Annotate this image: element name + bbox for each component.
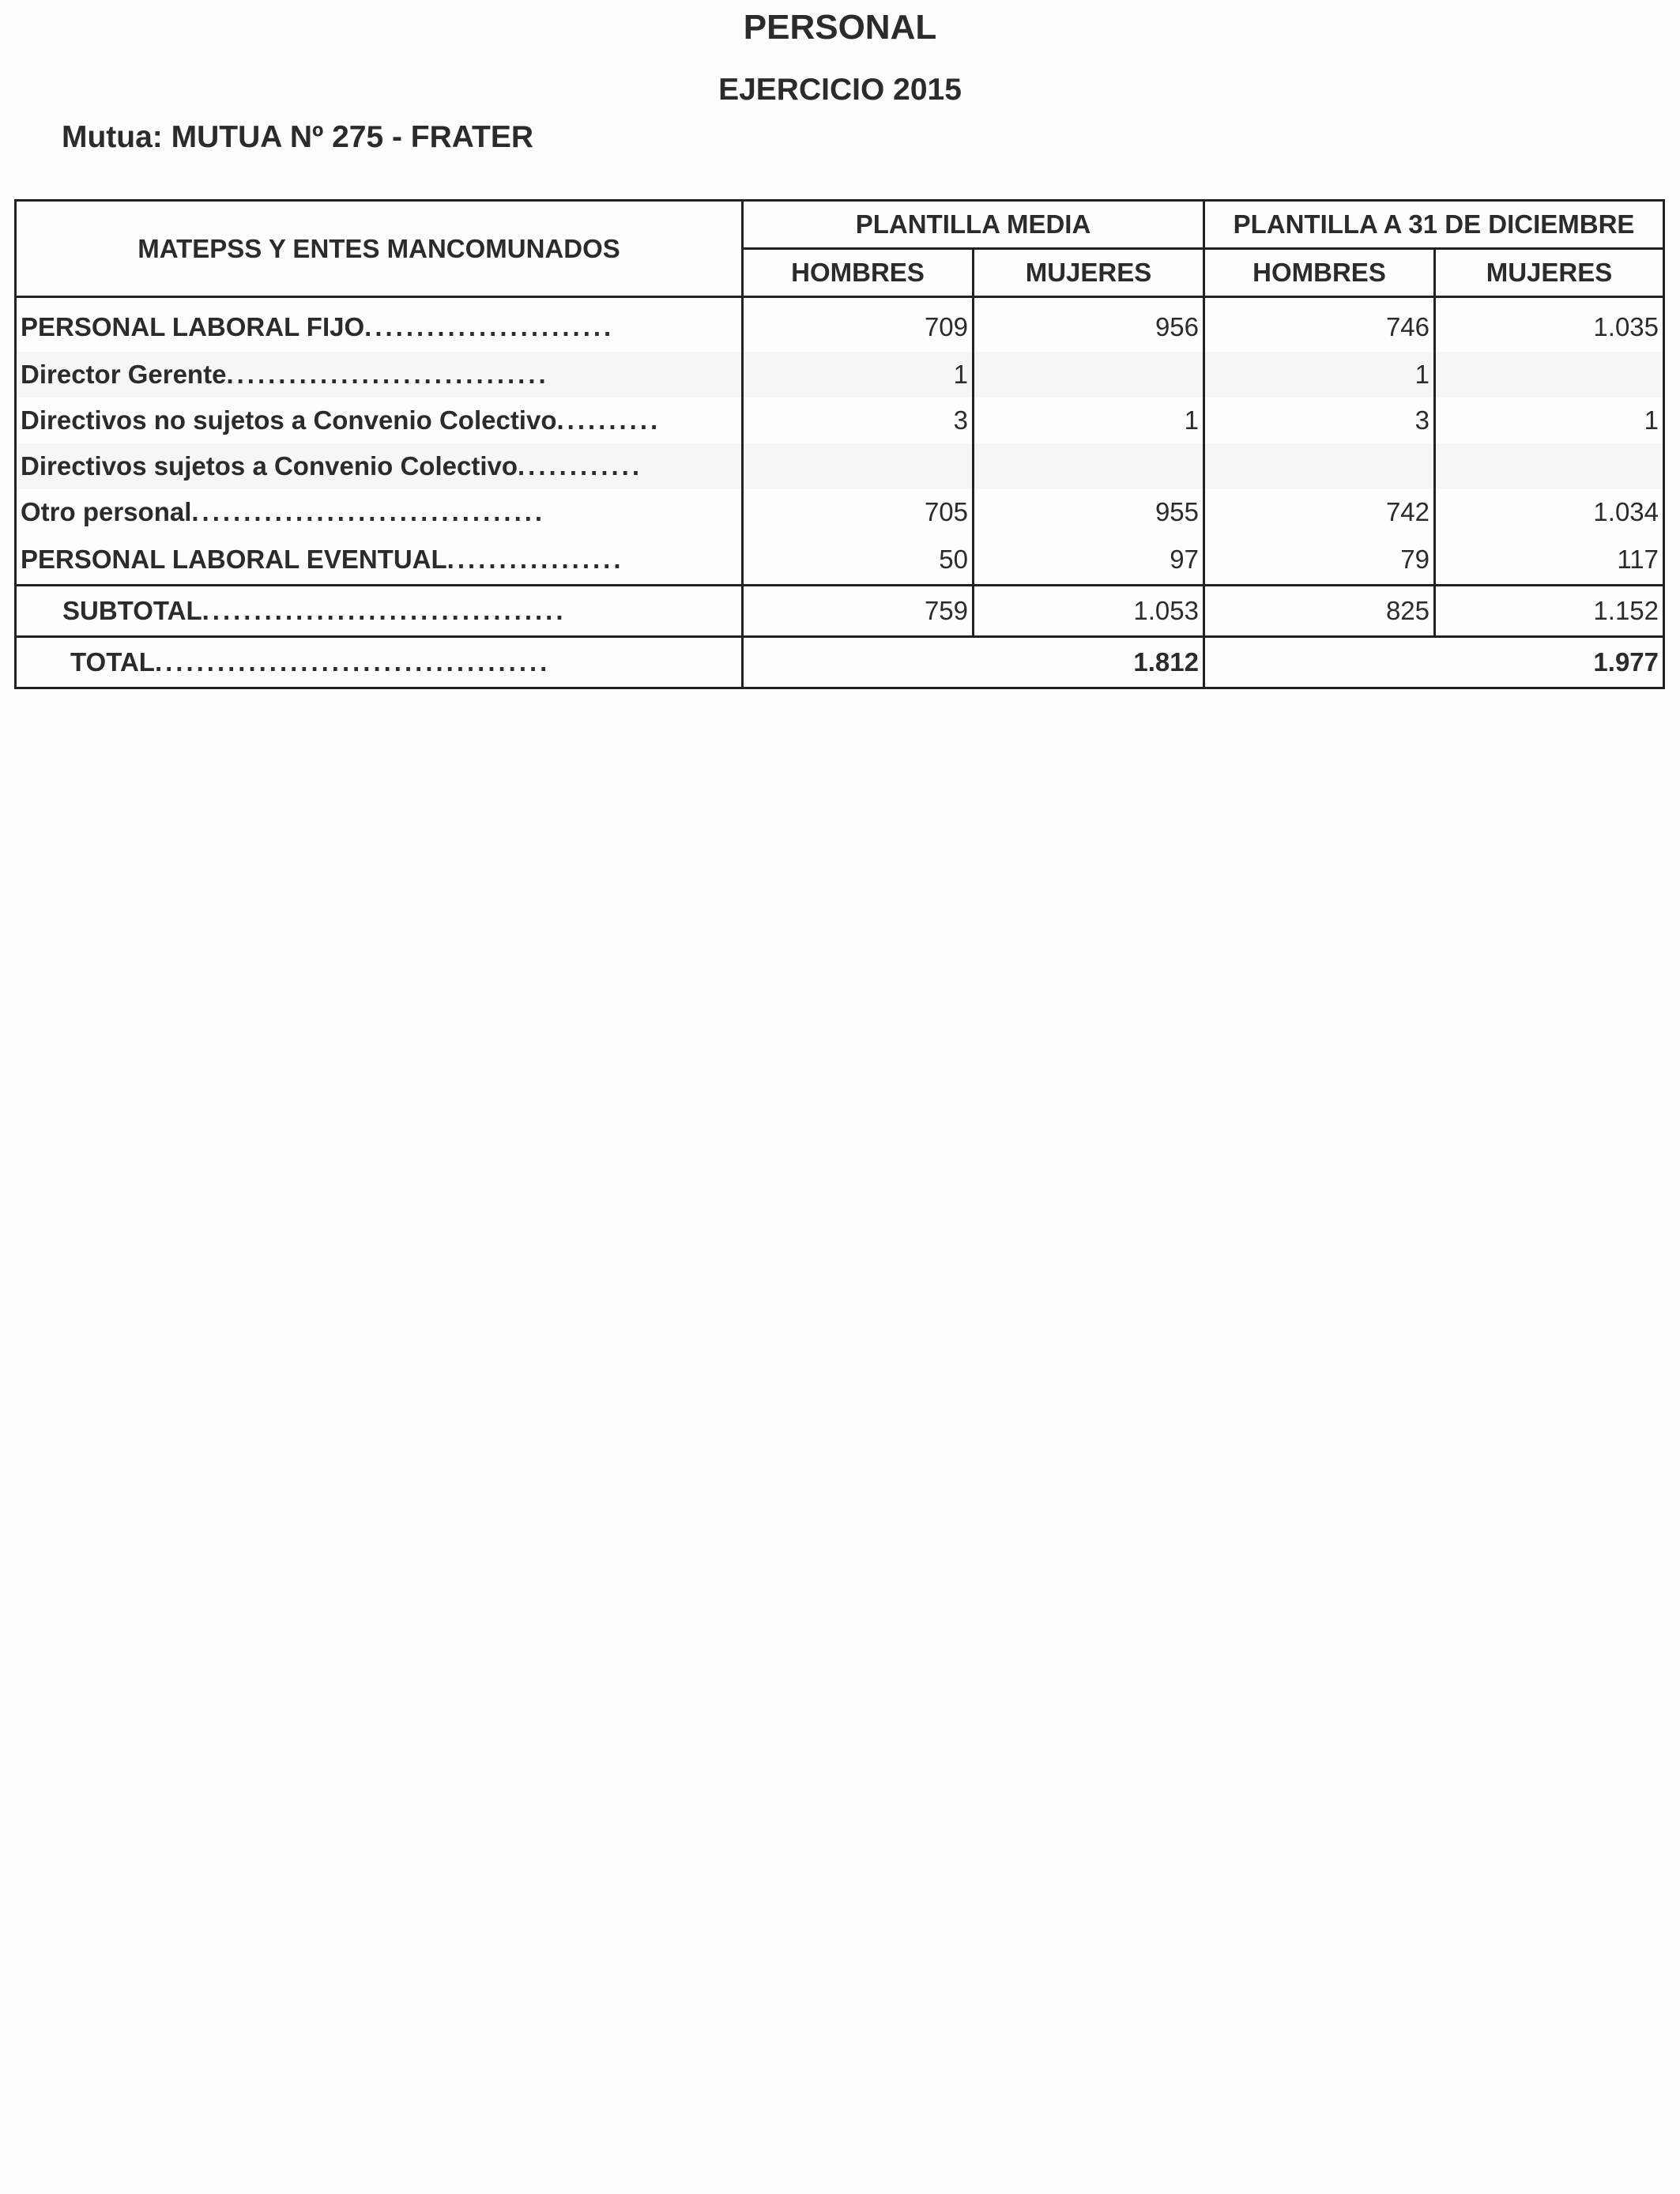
- cell-media-hombres: 1: [743, 352, 974, 398]
- row-label: Director Gerente: [21, 360, 227, 389]
- header-diciembre-hombres: HOMBRES: [1204, 249, 1435, 297]
- row-label: PERSONAL LABORAL FIJO: [21, 312, 365, 341]
- subtotal-label: SUBTOTAL: [62, 596, 202, 625]
- header-media-mujeres: MUJERES: [974, 249, 1204, 297]
- subtotal-diciembre-hombres: 825: [1204, 586, 1435, 637]
- cell-media-hombres: 50: [743, 535, 974, 586]
- cell-diciembre-mujeres: 1: [1435, 398, 1664, 443]
- table-row: [16, 398, 1664, 443]
- header-plantilla-media: PLANTILLA MEDIA: [743, 201, 1204, 249]
- cell-media-mujeres: [974, 352, 1204, 398]
- cell-diciembre-hombres: 1: [1204, 352, 1435, 398]
- cell-media-hombres: [743, 443, 974, 489]
- cell-media-mujeres: [974, 443, 1204, 489]
- leader-dots: ...............................: [226, 360, 549, 389]
- cell-diciembre-hombres: [1204, 443, 1435, 489]
- table-row: [16, 489, 1664, 535]
- leader-dots: ......................................: [154, 647, 551, 677]
- total-plantilla-media: 1.812: [743, 637, 1204, 688]
- table-row: [16, 297, 1664, 352]
- row-label: Directivos sujetos a Convenio Colectivo: [21, 451, 518, 481]
- cell-media-mujeres: 956: [974, 297, 1204, 352]
- row-label: Otro personal: [21, 497, 192, 526]
- cell-media-hombres: 3: [743, 398, 974, 443]
- leader-dots: ............: [518, 451, 643, 481]
- table-row: [16, 535, 1664, 586]
- cell-media-hombres: 709: [743, 297, 974, 352]
- header-diciembre-mujeres: MUJERES: [1435, 249, 1664, 297]
- leader-dots: ...................................: [202, 596, 567, 625]
- total-plantilla-diciembre: 1.977: [1204, 637, 1664, 688]
- entity-name: Mutua: MUTUA Nº 275 - FRATER: [62, 120, 534, 154]
- table-row: [16, 443, 1664, 489]
- cell-diciembre-hombres: 79: [1204, 535, 1435, 586]
- subtotal-media-hombres: 759: [743, 586, 974, 637]
- cell-media-mujeres: 955: [974, 489, 1204, 535]
- total-row: [16, 637, 1664, 688]
- cell-media-hombres: 705: [743, 489, 974, 535]
- cell-diciembre-mujeres: 1.034: [1435, 489, 1664, 535]
- header-media-hombres: HOMBRES: [743, 249, 974, 297]
- leader-dots: ..........: [556, 405, 661, 435]
- leader-dots: .................: [446, 545, 624, 574]
- header-row-label: MATEPSS Y ENTES MANCOMUNADOS: [16, 201, 743, 297]
- subtotal-media-mujeres: 1.053: [974, 586, 1204, 637]
- leader-dots: ........................: [364, 312, 615, 341]
- cell-diciembre-hombres: 746: [1204, 297, 1435, 352]
- header-plantilla-diciembre: PLANTILLA A 31 DE DICIEMBRE: [1204, 201, 1664, 249]
- document-title: PERSONAL: [743, 8, 937, 47]
- cell-diciembre-mujeres: [1435, 352, 1664, 398]
- table-row: [16, 352, 1664, 398]
- cell-media-mujeres: 97: [974, 535, 1204, 586]
- row-label: Directivos no sujetos a Convenio Colectivo: [21, 405, 557, 435]
- cell-diciembre-hombres: 742: [1204, 489, 1435, 535]
- total-label: TOTAL: [70, 647, 155, 677]
- cell-diciembre-hombres: 3: [1204, 398, 1435, 443]
- subtotal-diciembre-mujeres: 1.152: [1435, 586, 1664, 637]
- leader-dots: ..................................: [191, 497, 546, 526]
- row-label: PERSONAL LABORAL EVENTUAL: [21, 545, 447, 574]
- cell-diciembre-mujeres: [1435, 443, 1664, 489]
- cell-diciembre-mujeres: 1.035: [1435, 297, 1664, 352]
- cell-diciembre-mujeres: 117: [1435, 535, 1664, 586]
- personnel-table: [14, 199, 1665, 689]
- document-subtitle: EJERCICIO 2015: [718, 73, 962, 107]
- cell-media-mujeres: 1: [974, 398, 1204, 443]
- subtotal-row: [16, 586, 1664, 637]
